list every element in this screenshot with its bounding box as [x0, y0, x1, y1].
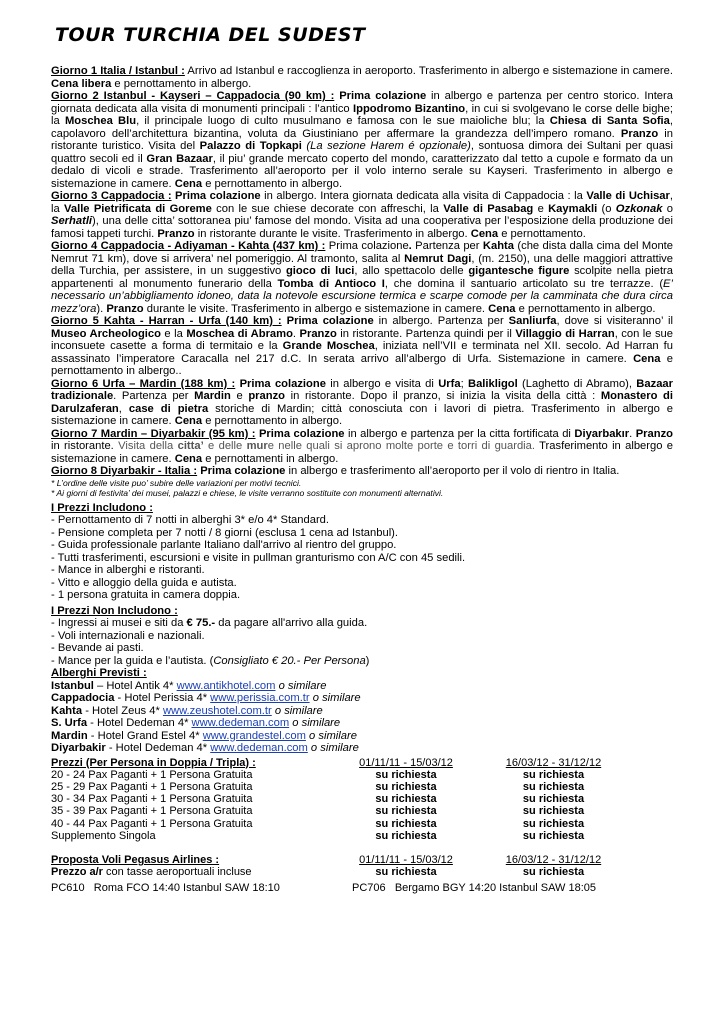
excluded-title: I Prezzi Non Includono :: [51, 604, 178, 617]
list-item: - Bevande ai pasti.: [51, 642, 144, 654]
hotel-link[interactable]: www.antikhotel.com: [176, 679, 276, 692]
hotel-row: Mardin - Hotel Grand Estel 4* www.grandestel.com o similare: [51, 729, 357, 742]
table-row: 40 - 44 Pax Paganti + 1 Persona Gratuita su richiesta su richiesta: [51, 817, 585, 830]
list-item: - Vitto e alloggio della guida e autista.: [51, 576, 237, 589]
list-item: - Pernottamento di 7 notti in alberghi 3* e/o 4* Standard.: [51, 514, 329, 526]
table-row: 20 - 24 Pax Paganti + 1 Persona Gratuita su richiesta su richiesta: [51, 768, 585, 781]
list-item: - Pensione completa per 7 notti / 8 giorni (esclusa 1 cena ad Istanbul).: [51, 526, 399, 539]
flights-header: Proposta Voli Pegasus Airlines : 01/11/11 - 15/03/12 16/03/12 - 31/12/12: [51, 853, 602, 866]
prices-table: [51, 757, 611, 879]
list-item: - Mance in alberghi e ristoranti.: [51, 564, 205, 576]
day-7: Giorno 7 Mardin – Diyarbakir (95 km) : Prima colazione in albergo e partenza per la citta fortificata di Diyarbakır. Pranzo in ristorante. Visita della citta’ e delle mure nelle quali si aprono molte porte e torri di guardia. Trasferimento in albergo e sistemazione in camere. Cena e pernottamenti in albergo.: [51, 427, 674, 465]
hotel-link[interactable]: www.dedeman.com: [191, 717, 290, 729]
day-5: Giorno 5 Kahta - Harran - Urfa (140 km) : Prima colazione in albergo. Partenza per Sanliurfa, dove si visiteranno’ il Museo Archeologico e la Moschea di Abramo. Pranzo in ristorante. Partenza quindi per il Villaggio di Harran, con le sue inconsuete casette a forma di termitaio e la Grande Moschea, iniziata nell’VII e terminata nel XII. secolo. Ad Harran fu assassinato l’imperatore Caracalla nel 217 d.C. In serata arrivo all’albergo di Urfa. Sistemazione in camere. Cena e pernottamento in albergo..: [51, 315, 674, 377]
hotel-link[interactable]: www.perissia.com.tr: [210, 692, 310, 704]
hotel-row: Cappadocia - Hotel Perissia 4* www.perissia.com.tr o similare: [51, 692, 361, 704]
table-row: 30 - 34 Pax Paganti + 1 Persona Gratuita su richiesta su richiesta: [51, 793, 585, 806]
table-row: 25 - 29 Pax Paganti + 1 Persona Gratuita su richiesta su richiesta: [51, 780, 585, 793]
list-item: - Voli internazionali e nazionali.: [51, 629, 205, 642]
document-body: [51, 65, 673, 895]
day-4: Giorno 4 Cappadocia - Adiyaman - Kahta (437 km) : Prima colazione. Partenza per Kahta (che dista dalla cima del Monte Nemrut 71 km), dove si arrivera’ nel pomeriggio. Al tramonto, salita al Nemrut Dagi, (m. 2150), una delle maggiori attrattive della Turchia, per assistere, in un suggestivo gioco di luci, allo spettacolo delle gigantesche figure scolpite nella pietra appartenenti al monumento funerario della Tomba di Antioco I, che domina il santuario articolato su tre terrazze. (E’ necessario un’abbigliamento idoneo, data la notevole escursione termica e scarpe comode per la camminata che dura circa mezz’ora). Pranzo durante le visite. Trasferimento in albergo e sistemazione in camere. Cena e pernottamento in albergo.: [51, 240, 674, 315]
hotels-title: Alberghi Previsti :: [51, 667, 147, 679]
page-title: TOUR TURCHIA DEL SUDEST: [55, 24, 366, 46]
table-row: Supplemento Singola su richiesta su richiesta: [51, 829, 585, 842]
excluded-list: [51, 617, 673, 667]
day-2: Giorno 2 Istanbul - Kayseri – Cappadocia (90 km) : Prima colazione in albergo e partenza per centro storico. Intera giornata dedicata alla visita di monumenti principali : l’antico Ippodromo Bizantino, in cui si svolgevano le corse delle bighe; la Moschea Blu, il principale luogo di culto musulmano e famosa con le sue maioliche blu; la Chiesa di Santa Sofia, capolavoro dell’architettura bizantina, voluta da Giustiniano per affermare la grandezza dell’impero romano. Pranzo in ristorante turistico. Visita del Palazzo di Topkapi (La sezione Harem é opzionale), sontuosa dimora dei Sultani per quasi quattro secoli ed il Gran Bazaar, il piu’ grande mercato coperto del mondo, caratterizzato dal tetto a cupole e formato da un dedalo di vicoli e strade. Trasferimento all’aeroporto per il volo interno serale su Kayseri. Trasferimento in albergo e sistemazione in camere. Cena e pernottamento in albergo.: [51, 90, 674, 190]
table-row: Prezzo a/r con tasse aeroportuali incluse su richiesta su richiesta: [51, 866, 585, 879]
flight-1: PC610 Roma FCO 14:40 Istanbul SAW 18:10: [51, 882, 280, 895]
included-list: [51, 514, 673, 602]
included-title: I Prezzi Includono :: [51, 501, 153, 514]
table-row: 35 - 39 Pax Paganti + 1 Persona Gratuita su richiesta su richiesta: [51, 805, 585, 818]
day-6: Giorno 6 Urfa – Mardin (188 km) : Prima colazione in albergo e visita di Urfa; Balikligol (Laghetto di Abramo), Bazaar tradizionale. Partenza per Mardin e pranzo in ristorante. Dopo il pranzo, si inizia la visita della città : Monastero di Darulzaferan, case di pietra storiche di Mardin; città conosciuta con i lavori di pietra. Trasferimento in albergo e sistemazione in camere. Cena e pernottamento in albergo.: [51, 377, 674, 427]
hotel-link[interactable]: www.zeushotel.com.tr: [162, 704, 272, 717]
table-header: Prezzi (Per Persona in Doppia / Tripla) : 01/11/11 - 15/03/12 16/03/12 - 31/12/12: [51, 756, 602, 769]
hotel-row: Istanbul – Hotel Antik 4* www.antikhotel.com o similare: [51, 679, 327, 692]
list-item: - Guida professionale parlante Italiano dall'arrivo al rientro del gruppo.: [51, 539, 397, 551]
flight-2: PC706 Bergamo BGY 14:20 Istanbul SAW 18:05: [352, 882, 596, 895]
day-3: Giorno 3 Cappadocia : Prima colazione in albergo. Intera giornata dedicata alla visita di Cappadocia : la Valle di Uchisar, la Valle Pietrificata di Goreme con le sue chiese decorate con affreschi, la Valle di Pasabag e Kaymakli (o Ozkonak o Serhatli), una delle citta’ sottoranea piu’ famose del mondo. Visita ad una cooperativa per l’esposizione della produzione dei famosi tappeti turchi. Pranzo in ristorante durante le visite. Trasferimento in albergo. Cena e pernottamento.: [51, 190, 673, 240]
list-item: - Tutti trasferimenti, escursioni e visite in pullman granturismo con A/C con 45 sedili.: [51, 551, 466, 564]
day-8: Giorno 8 Diyarbakir - Italia : Prima colazione in albergo e trasferimento all’aeroporto per il volo di rientro in Italia.: [51, 465, 620, 477]
hotel-row: Kahta - Hotel Zeus 4* www.zeushotel.com.tr o similare: [51, 704, 323, 717]
day-1: Giorno 1 Italia / Istanbul : Arrivo ad Istanbul e raccoglienza in aeroporto. Trasferimento in albergo e sistemazione in camere. Cena libera e pernottamento in albergo.: [51, 65, 673, 90]
list-item: - Ingressi ai musei e siti da € 75.- da pagare all'arrivo alla guida.: [51, 617, 368, 629]
list-item: - Mance per la guida e l’autista. (Consigliato € 20.- Per Persona): [51, 654, 370, 667]
flights-list: [51, 882, 596, 895]
hotel-link[interactable]: www.grandestel.com: [202, 729, 306, 742]
list-item: - 1 persona gratuita in camera doppia.: [51, 589, 241, 601]
note-1: * L’ordine delle visite puo’ subire delle variazioni per motivi tecnici.: [51, 477, 302, 488]
hotel-row: S. Urfa - Hotel Dedeman 4* www.dedeman.com o similare: [51, 717, 341, 729]
hotel-link[interactable]: www.dedeman.com: [210, 742, 308, 754]
hotel-row: Diyarbakir - Hotel Dedeman 4* www.dedeman.com o similare: [51, 742, 359, 754]
note-2: * Ai giorni di festivita’ dei musei, palazzi e chiese, le visite verranno sostituite con monumenti alternativi.: [51, 488, 444, 498]
